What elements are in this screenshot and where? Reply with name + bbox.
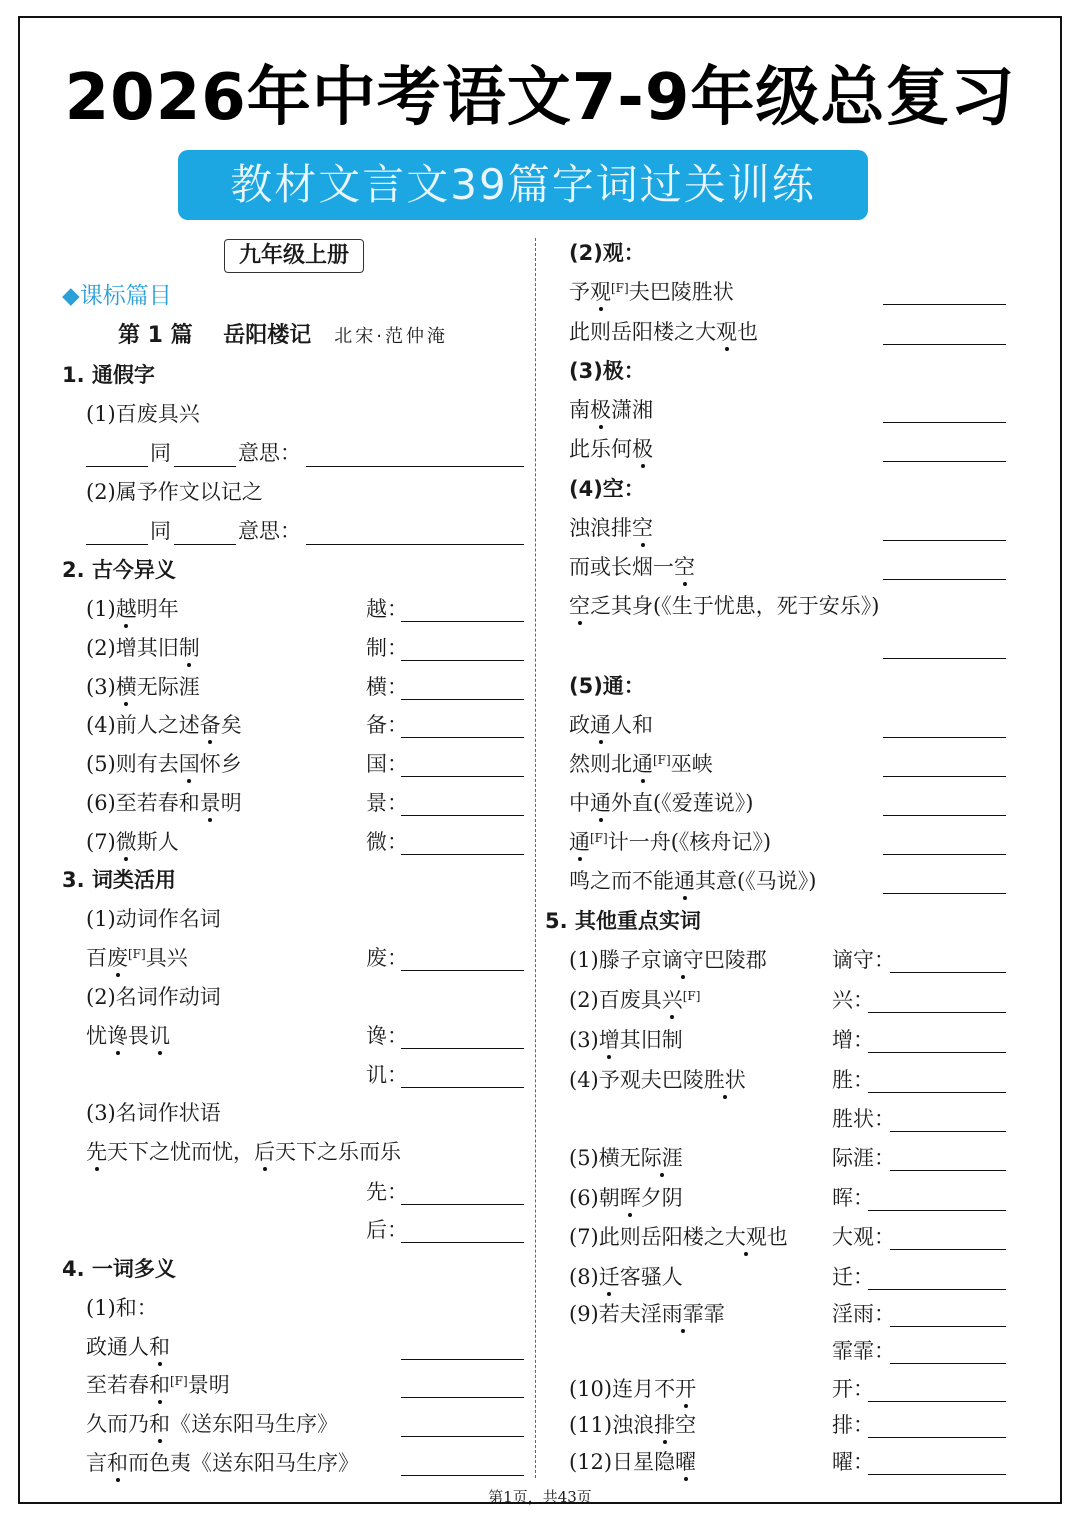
- blank-line[interactable]: [883, 815, 1006, 816]
- section-heading: ◆课标篇目: [62, 283, 172, 309]
- blank-line[interactable]: [868, 1012, 1006, 1013]
- page-footer: 第1页，共43页: [488, 1488, 592, 1506]
- blank-line[interactable]: [883, 776, 1006, 777]
- label-tong: 同: [150, 441, 171, 465]
- heading-cilei: 3. 词类活用: [62, 868, 176, 892]
- blank-line[interactable]: [883, 854, 1006, 855]
- cilei-key: 废：: [366, 946, 408, 970]
- blank-line[interactable]: [401, 1204, 524, 1205]
- shici-item: (12)日星隐曜: [569, 1450, 697, 1474]
- label-yisi: 意思：: [238, 441, 301, 465]
- shici-item: (6)朝晖夕阴: [569, 1186, 683, 1210]
- blank-line[interactable]: [868, 1210, 1006, 1211]
- cilei-key: 后：: [366, 1218, 408, 1242]
- shici-key: 曜：: [832, 1450, 874, 1474]
- item-tongjia-2: (2)属予作文以记之: [86, 480, 263, 504]
- gujin-item: (3)横无际涯: [86, 675, 200, 699]
- blank-line[interactable]: [401, 1359, 524, 1360]
- heading-gujin: 2. 古今异义: [62, 558, 176, 582]
- shici-item: (5)横无际涯: [569, 1146, 683, 1170]
- blank-line[interactable]: [401, 621, 524, 622]
- cilei-key: 讥：: [366, 1063, 408, 1087]
- blank-line[interactable]: [883, 540, 1006, 541]
- blank-line[interactable]: [883, 579, 1006, 580]
- shici-key: 开：: [832, 1377, 874, 1401]
- blank-line[interactable]: [401, 1475, 524, 1476]
- blank-line[interactable]: [401, 1242, 524, 1243]
- heading-tongjiazi: 1. 通假字: [62, 363, 155, 387]
- blank-line[interactable]: [401, 737, 524, 738]
- shici-item: (7)此则岳阳楼之大观也: [569, 1225, 788, 1249]
- duoyi-example: 予观[F]夫巴陵胜状: [569, 280, 734, 304]
- duoyi-sub: (5)通：: [569, 674, 645, 698]
- gujin-item: (7)微斯人: [86, 830, 179, 854]
- blank-line[interactable]: [174, 466, 236, 467]
- blank-line[interactable]: [883, 304, 1006, 305]
- blank-line[interactable]: [883, 344, 1006, 345]
- cilei-sub-2: (2)名词作动词: [86, 985, 221, 1009]
- blank-line[interactable]: [890, 1326, 1006, 1327]
- cilei-example: 百废[F]具兴: [86, 946, 188, 970]
- duoyi-example: 鸣之而不能通其意(《马说》): [569, 869, 817, 893]
- lesson-title: 岳阳楼记: [223, 323, 312, 348]
- cilei-sub-3: (3)名词作状语: [86, 1101, 221, 1125]
- gujin-item: (1)越明年: [86, 597, 179, 621]
- cilei-key: 谗：: [366, 1024, 408, 1048]
- shici-item: (11)浊浪排空: [569, 1413, 697, 1437]
- gujin-item: (5)则有去国怀乡: [86, 752, 242, 776]
- shici-key: 淫雨：: [832, 1302, 895, 1326]
- blank-line[interactable]: [401, 1048, 524, 1049]
- blank-line[interactable]: [890, 1249, 1006, 1250]
- duoyi-example: 至若春和[F]景明: [86, 1373, 230, 1397]
- shici-key: 迁：: [832, 1265, 874, 1289]
- gujin-key: 制：: [366, 636, 408, 660]
- blank-line[interactable]: [883, 422, 1006, 423]
- shici-key: 胜状：: [832, 1107, 895, 1131]
- blank-line[interactable]: [868, 1092, 1006, 1093]
- blank-line[interactable]: [401, 1087, 524, 1088]
- gujin-key: 横：: [366, 675, 408, 699]
- duoyi-example: 然则北通[F]巫峡: [569, 752, 713, 776]
- gujin-item: (4)前人之述备矣: [86, 713, 242, 737]
- shici-item: (8)迁客骚人: [569, 1265, 683, 1289]
- blank-line[interactable]: [86, 544, 148, 545]
- blank-line[interactable]: [401, 660, 524, 661]
- blank-line[interactable]: [890, 1170, 1006, 1171]
- lesson-number: 第 1 篇: [118, 323, 193, 348]
- gujin-key: 微：: [366, 830, 408, 854]
- duoyi-sub: (1)和：: [86, 1296, 158, 1320]
- gujin-key: 备：: [366, 713, 408, 737]
- shici-item: (3)增其旧制: [569, 1028, 683, 1052]
- duoyi-example: 此乐何极: [569, 437, 653, 461]
- heading-yiciduoyi: 4. 一词多义: [62, 1257, 176, 1281]
- gujin-key: 景：: [366, 791, 408, 815]
- blank-line[interactable]: [890, 1131, 1006, 1132]
- blank-line[interactable]: [868, 1052, 1006, 1053]
- cilei-key: 先：: [366, 1180, 408, 1204]
- shici-key: 际涯：: [832, 1146, 895, 1170]
- blank-line[interactable]: [401, 1436, 524, 1437]
- lesson-heading: [118, 322, 448, 351]
- duoyi-example: 南极潇湘: [569, 398, 653, 422]
- cilei-example: 先天下之忧而忧，后天下之乐而乐: [86, 1140, 401, 1164]
- duoyi-example: 通[F]计一舟(《核舟记》): [569, 830, 772, 854]
- blank-line[interactable]: [868, 1437, 1006, 1438]
- lesson-author: 北宋·范仲淹: [334, 326, 449, 347]
- shici-key: 霏霏：: [832, 1339, 895, 1363]
- grade-label: 九年级上册: [224, 239, 364, 273]
- duoyi-example: 言和而色夷《送东阳马生序》: [86, 1451, 359, 1475]
- shici-key: 增：: [832, 1028, 874, 1052]
- shici-item: (4)予观夫巴陵胜状: [569, 1068, 746, 1092]
- blank-line[interactable]: [306, 544, 524, 545]
- blank-line[interactable]: [86, 466, 148, 467]
- duoyi-example: 空乏其身(《生于忧患，死于安乐》): [569, 594, 880, 618]
- blank-line[interactable]: [401, 1397, 524, 1398]
- duoyi-sub: (4)空：: [569, 477, 645, 501]
- gujin-key: 国：: [366, 752, 408, 776]
- gujin-item: (6)至若春和景明: [86, 791, 242, 815]
- duoyi-example: 久而乃和《送东阳马生序》: [86, 1412, 338, 1436]
- duoyi-example: 此则岳阳楼之大观也: [569, 320, 758, 344]
- subtitle-banner: 教材文言文39篇字词过关训练: [178, 150, 868, 220]
- blank-line[interactable]: [883, 737, 1006, 738]
- heading-shici: 5. 其他重点实词: [545, 909, 701, 933]
- blank-line[interactable]: [868, 1401, 1006, 1402]
- blank-line[interactable]: [401, 815, 524, 816]
- duoyi-sub: (2)观：: [569, 241, 645, 265]
- shici-key: 排：: [832, 1413, 874, 1437]
- shici-key: 大观：: [832, 1225, 895, 1249]
- shici-key: 晖：: [832, 1186, 874, 1210]
- item-tongjia-1: (1)百废具兴: [86, 402, 200, 426]
- blank-line[interactable]: [883, 658, 1006, 659]
- shici-key: 兴：: [832, 988, 874, 1012]
- blank-line[interactable]: [883, 893, 1006, 894]
- blank-line[interactable]: [868, 1289, 1006, 1290]
- blank-line[interactable]: [868, 1474, 1006, 1475]
- blank-line[interactable]: [401, 776, 524, 777]
- shici-item: (10)连月不开: [569, 1377, 697, 1401]
- blank-line[interactable]: [890, 972, 1006, 973]
- blank-line[interactable]: [883, 461, 1006, 462]
- column-divider: [535, 238, 536, 1478]
- page-title: 2026年中考语文7-9年级总复习: [64, 61, 1016, 135]
- blank-line[interactable]: [890, 1363, 1006, 1364]
- duoyi-example: 中通外直(《爱莲说》): [569, 791, 754, 815]
- label-tong: 同: [150, 519, 171, 543]
- duoyi-example: 浊浪排空: [569, 516, 653, 540]
- duoyi-example: 而或长烟一空: [569, 555, 695, 579]
- shici-key: 谪守：: [832, 948, 895, 972]
- blank-line[interactable]: [306, 466, 524, 467]
- blank-line[interactable]: [401, 970, 524, 971]
- duoyi-example: 政通人和: [569, 713, 653, 737]
- cilei-example: 忧谗畏讥: [86, 1024, 170, 1048]
- cilei-sub-1: (1)动词作名词: [86, 907, 221, 931]
- shici-item: (9)若夫淫雨霏霏: [569, 1302, 725, 1326]
- gujin-key: 越：: [366, 597, 408, 621]
- shici-item: (2)百废具兴[F]: [569, 988, 701, 1012]
- shici-item: (1)滕子京谪守巴陵郡: [569, 948, 767, 972]
- label-yisi: 意思：: [238, 519, 301, 543]
- duoyi-example: 政通人和: [86, 1335, 170, 1359]
- blank-line[interactable]: [401, 854, 524, 855]
- gujin-item: (2)增其旧制: [86, 636, 200, 660]
- duoyi-sub: (3)极：: [569, 359, 645, 383]
- blank-line[interactable]: [401, 699, 524, 700]
- shici-key: 胜：: [832, 1068, 874, 1092]
- blank-line[interactable]: [174, 544, 236, 545]
